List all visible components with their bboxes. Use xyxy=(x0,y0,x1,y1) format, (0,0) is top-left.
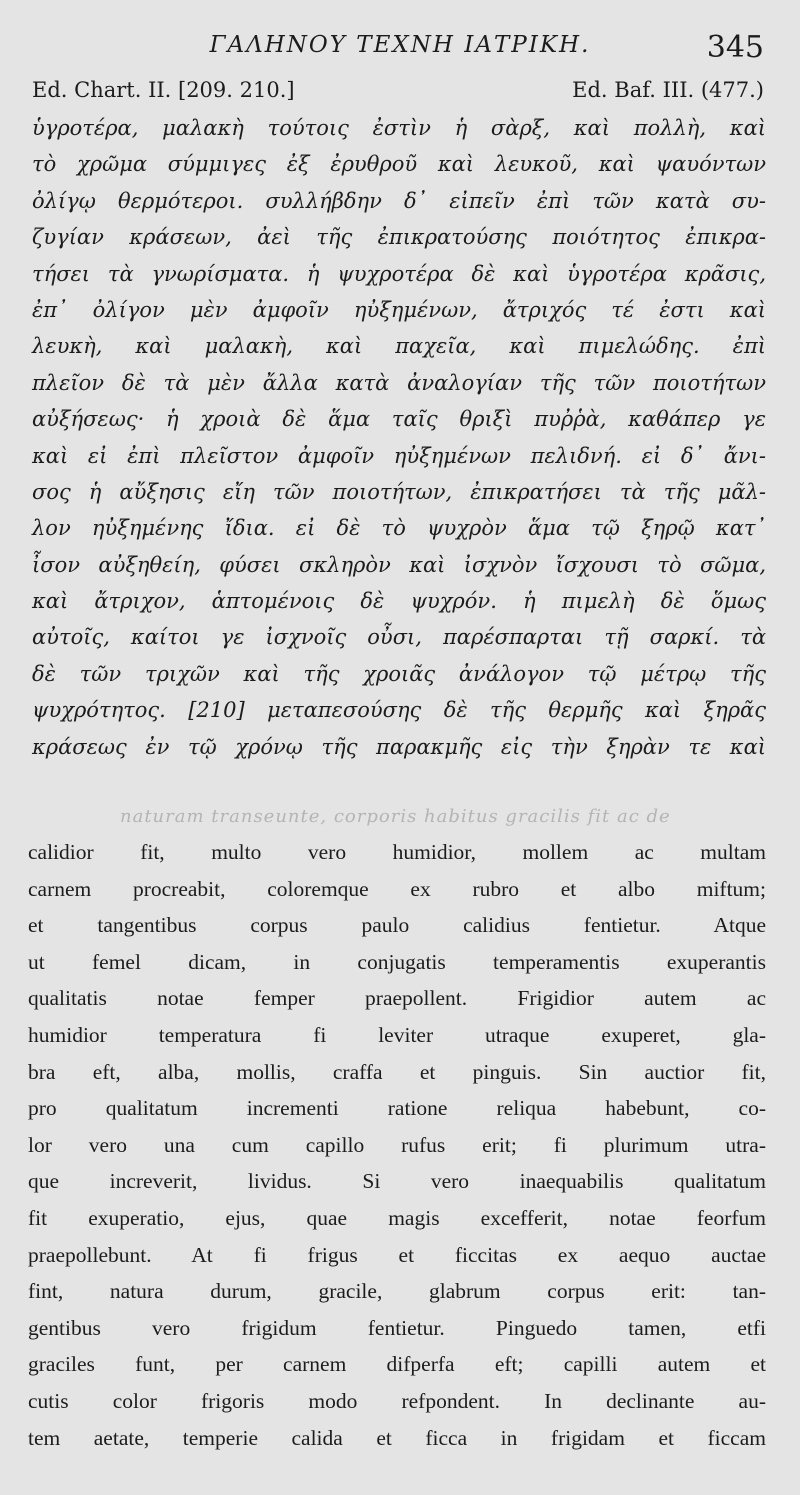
bleedthrough-text: naturam transeunte, corporis habitus gracilis fit ac de xyxy=(120,806,671,827)
latin-text-line: et tangentibus corpus paulo calidius fentietur. Atque xyxy=(28,913,766,938)
greek-text-line: αὐτοῖς, καίτοι γε ἰσχνοῖς οὖσι, παρέσπαρται τῇ σαρκί. τὰ xyxy=(32,625,766,650)
latin-text-line: bra eft, alba, mollis, craffa et pinguis. Sin auctior fit, xyxy=(28,1059,766,1084)
greek-text-line: ἐπ᾽ ὀλίγον μὲν ἀμφοῖν ηὐξημένων, ἄτριχός τέ ἐστι καὶ xyxy=(32,297,766,322)
latin-text-line: fit exuperatio, ejus, quae magis excefferit, notae feorfum xyxy=(28,1205,766,1230)
greek-text-line: λον ηὐξημένης ἴδια. εἰ δὲ τὸ ψυχρὸν ἅμα τῷ ξηρῷ κατ᾽ xyxy=(32,516,766,541)
latin-text-line: calidior fit, multo vero humidior, mollem ac multam xyxy=(28,840,766,864)
greek-text-line: τήσει τὰ γνωρίσματα. ἡ ψυχροτέρα δὲ καὶ ὑγροτέρα κρᾶσις, xyxy=(32,261,766,286)
edition-ref-right: Ed. Baf. III. (477.) xyxy=(572,78,764,102)
greek-text-line: κράσεως ἐν τῷ χρόνῳ τῆς παρακμῆς εἰς τὴν ξηρὰν τε καὶ xyxy=(32,734,766,759)
page-number: 345 xyxy=(706,30,764,65)
greek-text-line: ἶσον αὐξηθείη, φύσει σκληρὸν καὶ ἰσχνὸν ἴσχουσι τὸ σῶμα, xyxy=(32,552,766,577)
greek-text-line: ὑγροτέρα, μαλακὴ τούτοις ἐστὶν ἡ σὰρξ, καὶ πολλὴ, καὶ xyxy=(32,116,766,140)
latin-text-line: lor vero una cum capillo rufus erit; fi plurimum utra- xyxy=(28,1132,766,1157)
latin-text-line: praepollebunt. At fi frigus et ficcitas ex aequo auctae xyxy=(28,1242,766,1267)
greek-text-line: ὀλίγῳ θερμότεροι. συλλήβδην δ᾽ εἰπεῖν ἐπὶ τῶν κατὰ συ- xyxy=(32,188,766,213)
edition-references xyxy=(32,78,764,110)
latin-text-line: tem aetate, temperie calida et ficca in frigidam et ficcam xyxy=(28,1425,766,1450)
edition-ref-left: Ed. Chart. II. [209. 210.] xyxy=(32,78,295,102)
latin-text-block xyxy=(28,834,766,1456)
latin-text-line: fint, natura durum, gracile, glabrum corpus erit: tan- xyxy=(28,1279,766,1304)
greek-text-block xyxy=(32,110,766,765)
greek-text-line: πλεῖον δὲ τὰ μὲν ἄλλα κατὰ ἀναλογίαν τῆς τῶν ποιοτήτων xyxy=(32,370,766,395)
latin-text-line: humidior temperatura fi leviter utraque exuperet, gla- xyxy=(28,1022,766,1047)
greek-text-line: ψυχρότητος. [210] μεταπεσούσης δὲ τῆς θερμῆς καὶ ξηρᾶς xyxy=(32,698,766,723)
latin-text-line: qualitatis notae femper praepollent. Frigidior autem ac xyxy=(28,986,766,1011)
greek-text-line: καὶ εἰ ἐπὶ πλεῖστον ἀμφοῖν ηὐξημένων πελιδνή. εἰ δ᾽ ἄνι- xyxy=(32,443,766,468)
running-head xyxy=(0,22,800,72)
greek-text-line: ζυγίαν κράσεων, ἀεὶ τῆς ἐπικρατούσης ποιότητος ἐπικρα- xyxy=(32,225,766,250)
latin-text-line: pro qualitatum incrementi ratione reliqua habebunt, co- xyxy=(28,1096,766,1121)
latin-text-line: carnem procreabit, coloremque ex rubro et albo miftum; xyxy=(28,876,766,901)
greek-text-line: τὸ χρῶμα σύμμιγες ἐξ ἐρυθροῦ καὶ λευκοῦ, καὶ ψαυόντων xyxy=(32,152,766,177)
latin-text-line: ut femel dicam, in conjugatis temperamentis exuperantis xyxy=(28,949,766,974)
greek-text-line: σος ἡ αὔξησις εἴη τῶν ποιοτήτων, ἐπικρατήσει τὰ τῆς μᾶλ- xyxy=(32,479,766,504)
greek-text-line: λευκὴ, καὶ μαλακὴ, καὶ παχεῖα, καὶ πιμελώδης. ἐπὶ xyxy=(32,334,766,359)
page-title: ΓΑΛΗΝΟΥ ΤΕΧΝΗ ΙΑΤΡΙΚΗ. xyxy=(209,32,591,58)
latin-text-line: que increverit, lividus. Si vero inaequabilis qualitatum xyxy=(28,1169,766,1194)
latin-text-line: gentibus vero frigidum fentietur. Pinguedo tamen, etfi xyxy=(28,1315,766,1340)
greek-text-line: δὲ τῶν τριχῶν καὶ τῆς χροιᾶς ἀνάλογον τῷ μέτρῳ τῆς xyxy=(32,661,766,686)
greek-text-line: αὐξήσεως· ἡ χροιὰ δὲ ἅμα ταῖς θριξὶ πυῤῥὰ, καθάπερ γε xyxy=(32,407,766,432)
greek-text-line: καὶ ἄτριχον, ἁπτομένοις δὲ ψυχρόν. ἡ πιμελὴ δὲ ὅμως xyxy=(32,589,766,614)
latin-text-line: graciles funt, per carnem difperfa eft; capilli autem et xyxy=(28,1352,766,1377)
latin-text-line: cutis color frigoris modo refpondent. In declinante au- xyxy=(28,1388,766,1413)
